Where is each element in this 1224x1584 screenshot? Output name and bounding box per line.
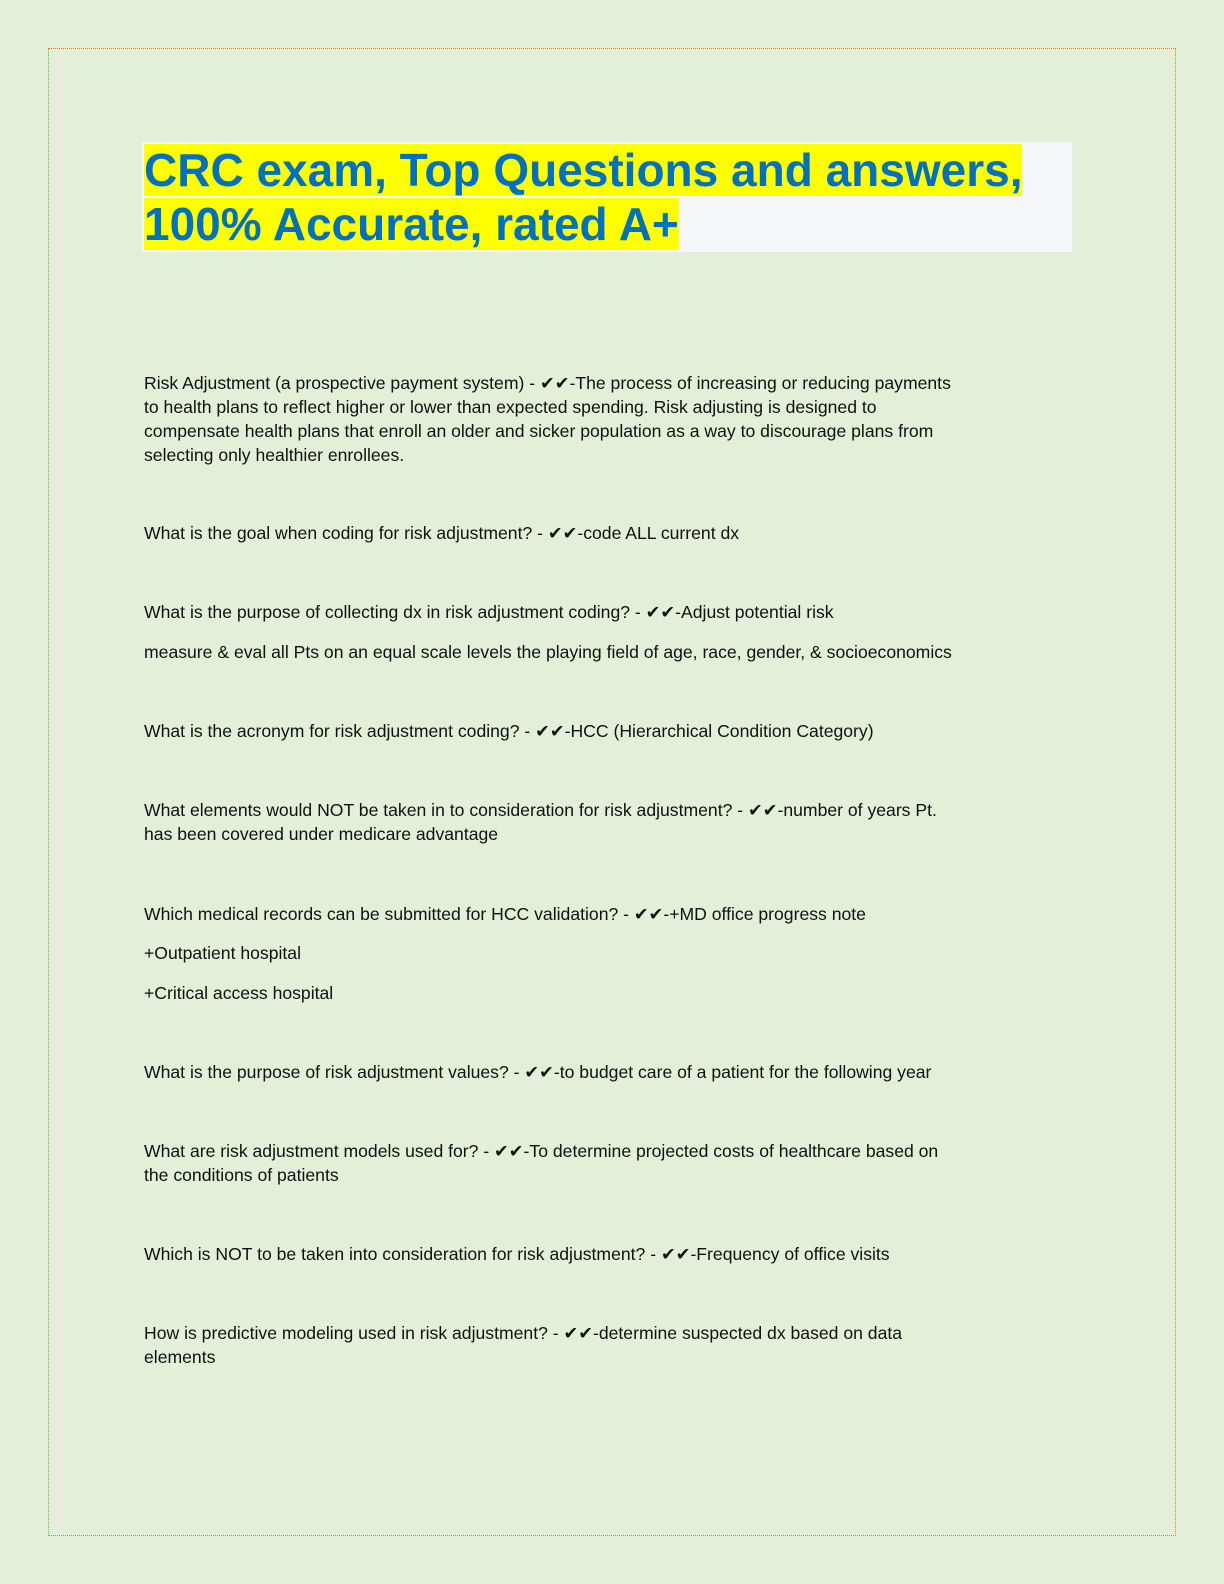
text-line: has been covered under medicare advantage [144,824,499,844]
qa-paragraph [144,600,834,624]
text-line: +Outpatient hospital [144,943,301,963]
qa-paragraph [144,371,951,467]
qa-paragraph [144,719,874,743]
text-line: elements [144,1347,216,1367]
text-line: How is predictive modeling used in risk adjustment? - ✔✔-determine suspected dx based on data [144,1323,903,1343]
text-line: Risk Adjustment (a prospective payment system) - ✔✔-The process of increasing or reducing payments [144,373,951,393]
page-border [48,48,1176,1536]
qa-paragraph [144,521,739,545]
qa-paragraph [144,1139,938,1187]
text-line: What is the purpose of risk adjustment values? - ✔✔-to budget care of a patient for the following year [144,1062,932,1082]
title-line: 100% Accurate, rated A+ [144,198,679,250]
text-line: What is the goal when coding for risk adjustment? - ✔✔-code ALL current dx [144,523,740,543]
text-line: the conditions of patients [144,1165,339,1185]
qa-paragraph [144,941,301,965]
qa-paragraph [144,902,866,926]
qa-paragraph [144,1321,902,1369]
text-line: Which medical records can be submitted for HCC validation? - ✔✔-+MD office progress note [144,904,866,924]
text-line: What is the acronym for risk adjustment coding? - ✔✔-HCC (Hierarchical Condition Category) [144,721,874,741]
qa-paragraph [144,981,333,1005]
text-line: Which is NOT to be taken into consideration for risk adjustment? - ✔✔-Frequency of office visits [144,1244,890,1264]
qa-paragraph [144,640,952,664]
text-line: What is the purpose of collecting dx in risk adjustment coding? - ✔✔-Adjust potential risk [144,602,834,622]
text-line: What elements would NOT be taken in to consideration for risk adjustment? - ✔✔-number of years Pt. [144,800,937,820]
qa-paragraph [144,798,937,846]
text-line: selecting only healthier enrollees. [144,445,405,465]
qa-paragraph [144,1060,931,1084]
document-title [144,143,1074,251]
text-line: compensate health plans that enroll an older and sicker population as a way to discourage plans from [144,421,934,441]
text-line: to health plans to reflect higher or lower than expected spending. Risk adjusting is designed to [144,397,877,417]
text-line: What are risk adjustment models used for? - ✔✔-To determine projected costs of healthcare based on [144,1141,939,1161]
qa-paragraph [144,1242,890,1266]
text-line: measure & eval all Pts on an equal scale levels the playing field of age, race, gender, & socioeconomics [144,642,952,662]
title-line: CRC exam, Top Questions and answers, [144,144,1023,196]
text-line: +Critical access hospital [144,983,334,1003]
